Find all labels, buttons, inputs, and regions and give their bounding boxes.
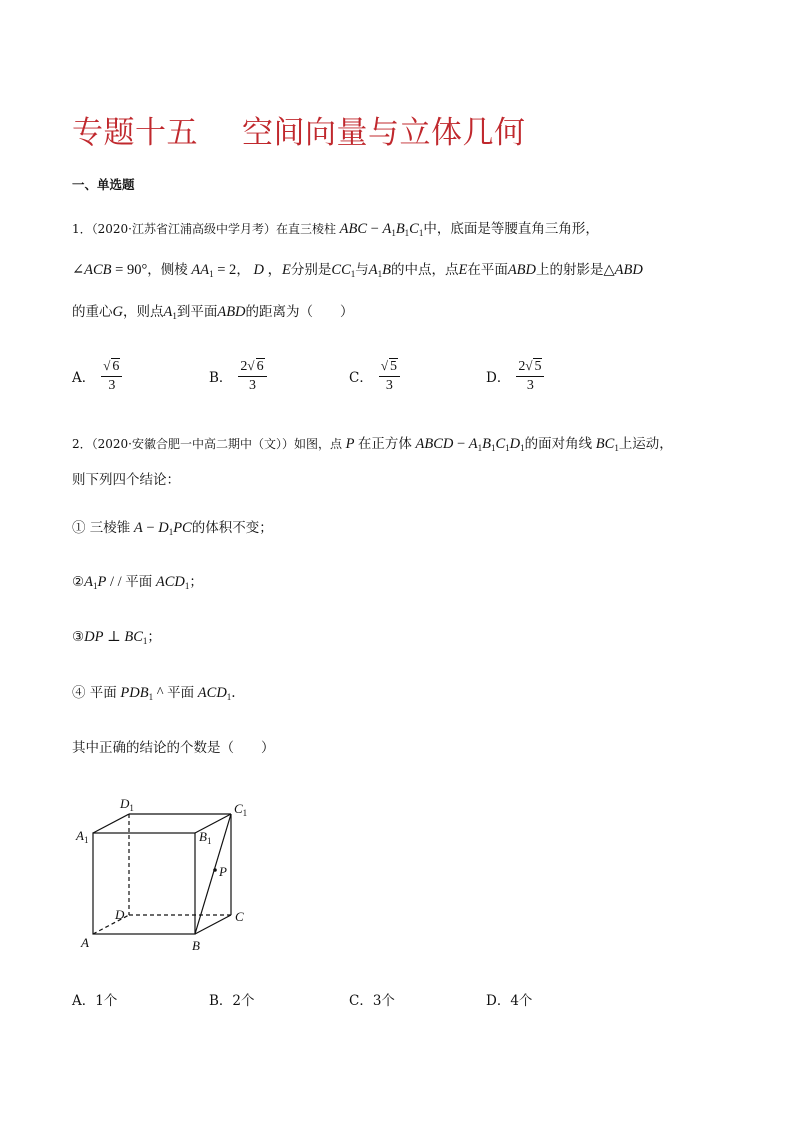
q2-conclusion-2: $②A_1P$ / / 平面 $ACD_1$；	[72, 574, 203, 591]
q2-conclusion-4: ④ 平面 $PDB_1$ ^ 平面 $ACD_1$.	[72, 685, 236, 702]
q1-option-d[interactable]: D． $\frac{2√ 5}{3}$	[486, 358, 544, 394]
q2-conclusion-1: ① 三棱锥 $A - D_1PC$的体积不变；	[72, 520, 273, 537]
q1-option-a[interactable]: A． $\frac{√ 6}{3}$	[72, 358, 122, 394]
q1-line-1: 1．（2020·江苏省江浦高级中学月考）在直三棱柱 ABC − $A_1B_1C_1$中，底面是等腰直角三角形，	[72, 221, 599, 238]
q2-conclusion-3: ③DP ⊥ $BC_1$；	[72, 629, 161, 646]
label-b1: $B_1$	[199, 829, 212, 846]
page-title	[72, 107, 526, 152]
q2-line-1: 2．（2020·安徽合肥一中高二期中（文））如图，点 P 在正方体 ABCD − $A_1B_1C_1D_1$的面对角线 $BC_1$上运动，	[72, 436, 673, 453]
point-p	[213, 868, 217, 872]
label-d1: $D_1$	[120, 796, 134, 813]
q1-line-2: ∠ACB = 90°，侧棱 $AA_1 = 2$， D ，E分别是$CC_1$与$A_1B$的中点，点E在平面ABD上的射影是△ABD	[72, 262, 643, 279]
label-a1: $A_1$	[76, 828, 89, 845]
section-heading: 一、单选题	[72, 177, 135, 192]
label-d: D	[115, 907, 125, 922]
label-c: C	[235, 909, 244, 924]
cube-figure	[70, 795, 260, 960]
label-c1: $C_1$	[234, 801, 248, 818]
q1-line-3: 的重心G，则点$A_1$到平面ABD的距离为（ ）	[72, 304, 354, 321]
q2-option-b[interactable]: B． 2个	[209, 993, 255, 1009]
q2-question: 其中正确的结论的个数是（ ）	[72, 740, 275, 756]
label-a: A	[81, 935, 89, 950]
q1-option-b[interactable]: B． $\frac{2√ 6}{3}$	[209, 358, 267, 394]
label-p: P	[219, 864, 227, 879]
q2-option-c[interactable]: C． 3个	[349, 993, 395, 1009]
edge-a1-d1	[93, 814, 129, 833]
label-b: B	[192, 938, 200, 953]
q2-option-d[interactable]: D． 4个	[486, 993, 533, 1009]
title-topic-number: 专题十五	[72, 115, 198, 151]
q2-option-a[interactable]: A． 1个	[72, 993, 118, 1009]
cube-front-face	[93, 833, 195, 934]
q2-line-2: 则下列四个结论：	[72, 472, 180, 488]
title-topic-name: 空间向量与立体几何	[242, 115, 526, 151]
q1-option-c[interactable]: C． $\frac{√ 5}{3}$	[349, 358, 400, 394]
